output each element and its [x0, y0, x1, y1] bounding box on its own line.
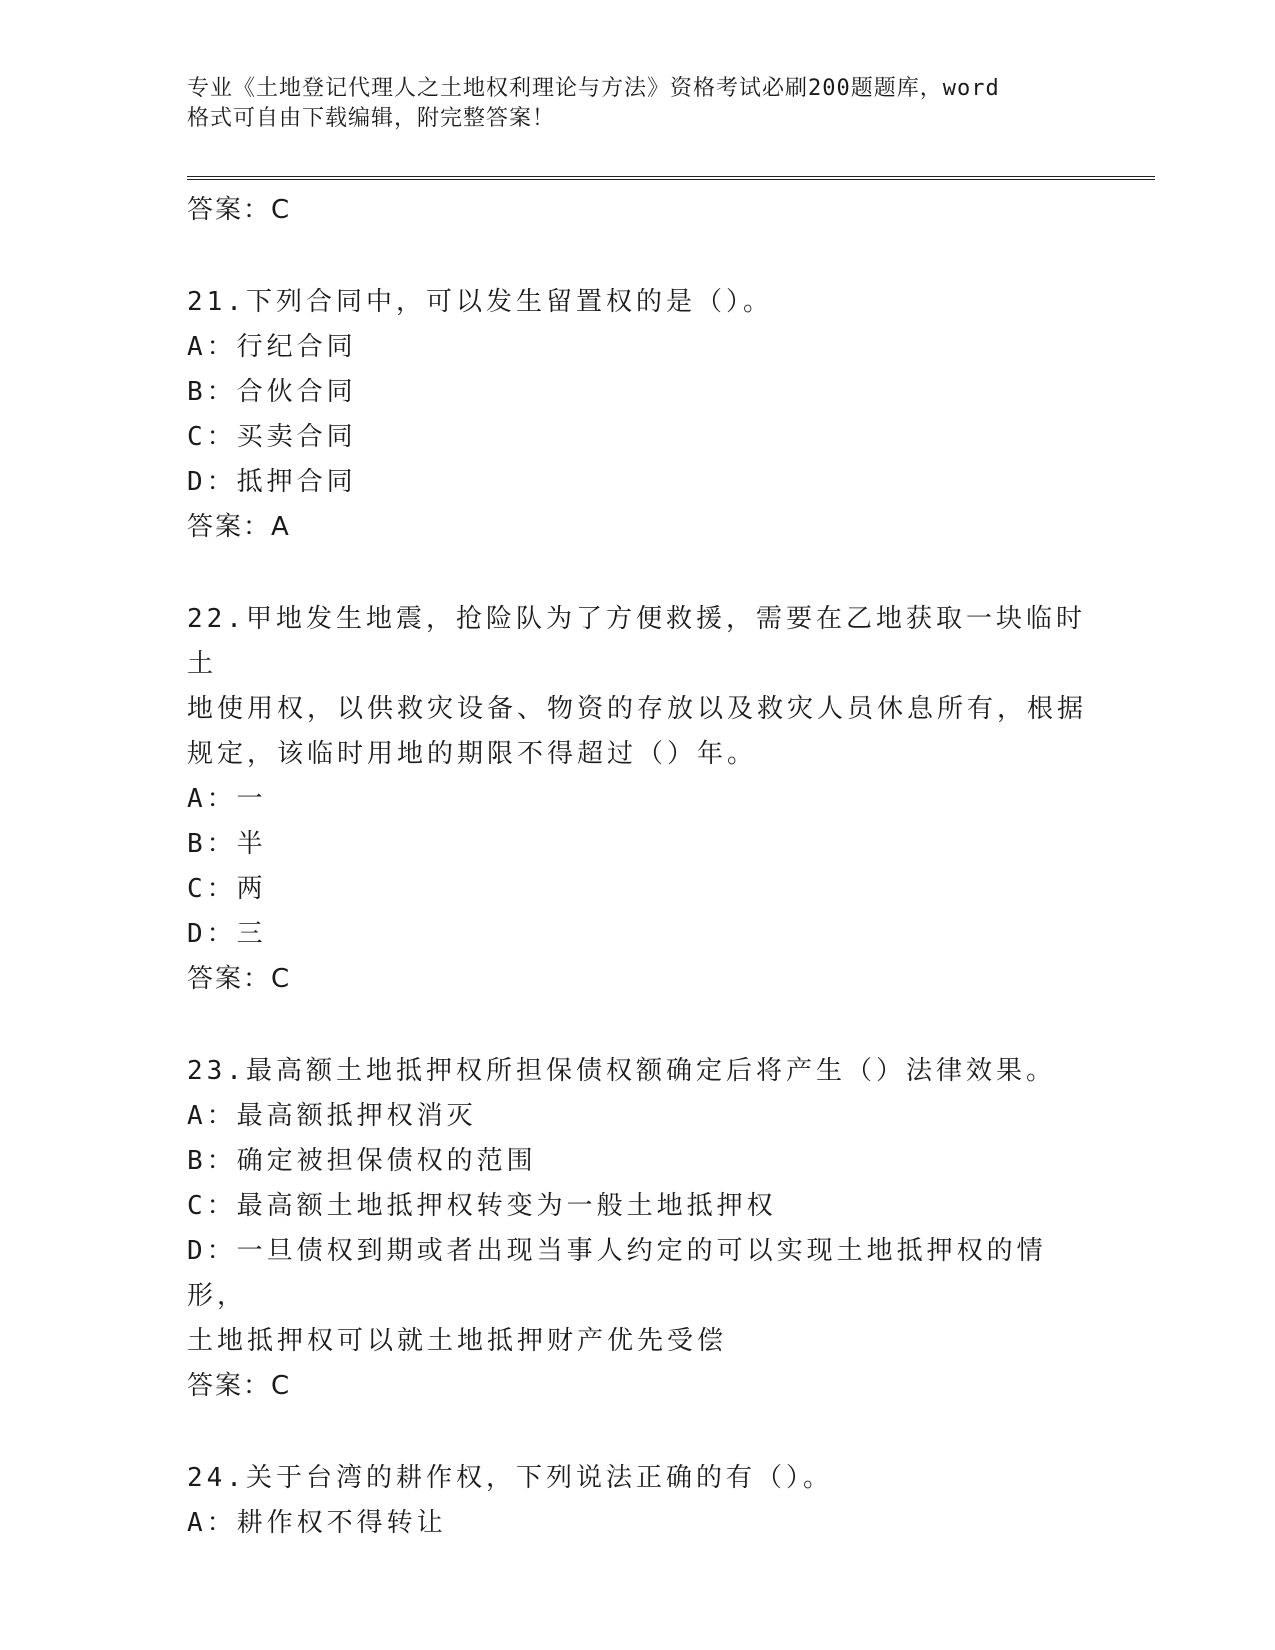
document-header [187, 74, 1067, 134]
option-a: A：最高额抵押权消灭 [187, 1101, 477, 1131]
option-c: C：买卖合同 [187, 422, 357, 452]
question-list [187, 188, 1087, 1546]
header-line-2: 格式可自由下载编辑，附完整答案！ [187, 106, 556, 131]
prev-answer: 答案：C [187, 195, 292, 225]
option-b: B：合伙合同 [187, 377, 357, 407]
question-22 [187, 597, 1087, 1001]
question-stem-line-2: 地使用权，以供救灾设备、物资的存放以及救灾人员休息所有，根据 [187, 694, 1088, 724]
option-a: A：行纪合同 [187, 332, 357, 362]
question-stem: 21.下列合同中，可以发生留置权的是（）。 [187, 287, 773, 317]
question-23 [187, 1049, 1087, 1408]
answer: 答案：C [187, 964, 292, 994]
option-c: C：两 [187, 874, 267, 904]
question-stem: 24.关于台湾的耕作权，下列说法正确的有（）。 [187, 1463, 833, 1493]
answer: 答案：C [187, 1371, 292, 1401]
option-b: B：确定被担保债权的范围 [187, 1146, 537, 1176]
option-d: D：抵押合同 [187, 467, 357, 497]
answer: 答案：A [187, 512, 291, 542]
question-stem-line-3: 规定，该临时用地的期限不得超过（）年。 [187, 739, 758, 769]
header-divider [187, 176, 1155, 180]
question-stem-line-1: 22.甲地发生地震，抢险队为了方便救援，需要在乙地获取一块临时土 [187, 604, 1086, 679]
option-d: D：三 [187, 919, 267, 949]
option-d-line-2: 土地抵押权可以就土地抵押财产优先受偿 [187, 1326, 728, 1356]
option-c: C：最高额土地抵押权转变为一般土地抵押权 [187, 1191, 777, 1221]
option-d-line-1: D：一旦债权到期或者出现当事人约定的可以实现土地抵押权的情形， [187, 1236, 1047, 1311]
question-24 [187, 1456, 1087, 1546]
option-a: A：耕作权不得转让 [187, 1508, 447, 1538]
question-21 [187, 280, 1087, 549]
header-line-1: 专业《土地登记代理人之土地权利理论与方法》资格考试必刷200题题库，word [187, 76, 1000, 101]
option-b: B：半 [187, 829, 267, 859]
question-stem: 23.最高额土地抵押权所担保债权额确定后将产生（）法律效果。 [187, 1056, 1056, 1086]
option-a: A：一 [187, 784, 267, 814]
